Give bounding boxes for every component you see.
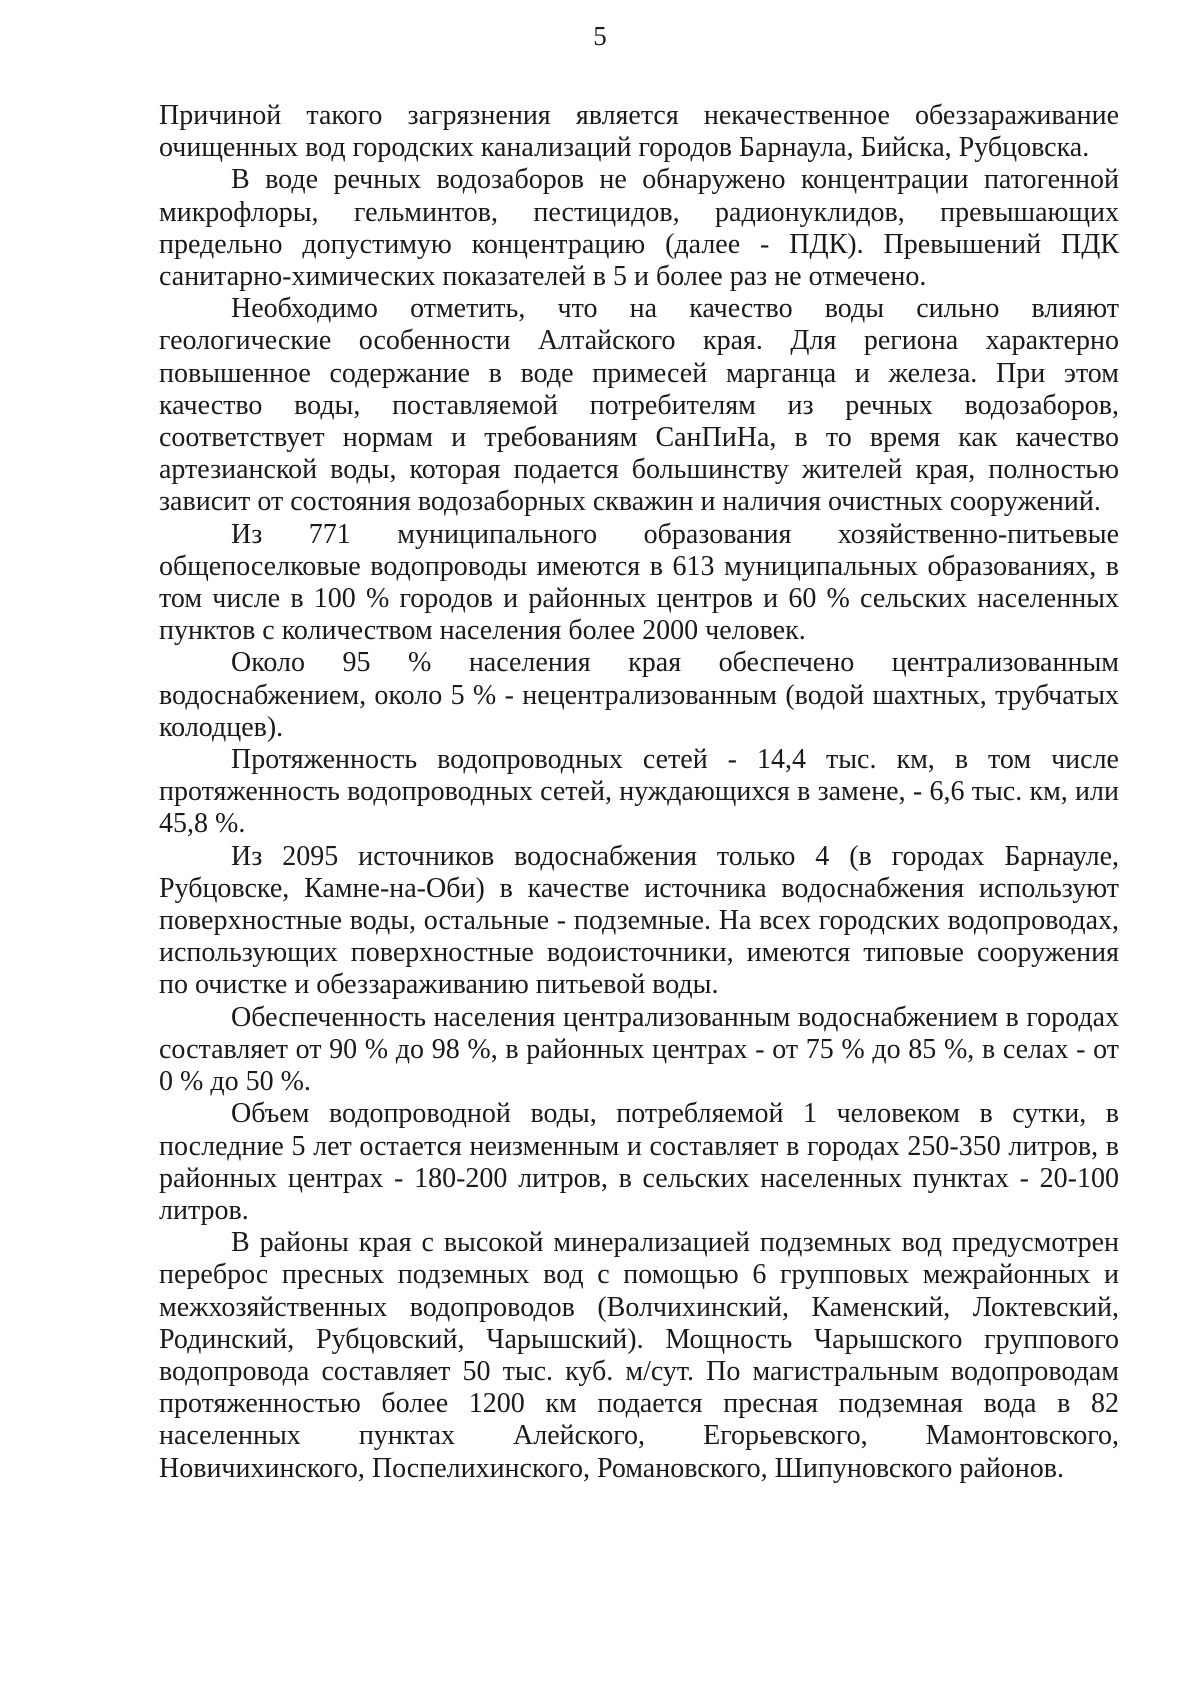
paragraph-group-pipelines: В районы края с высокой минерализацией подземных вод предусмотрен переброс пресных подземных вод с помощью 6 групповых межрайонных и межхозяйственных водопроводов (Волчихинский, Каменский, Локтевский, Родинский, Рубцовский, Чарышский). Мощность Чарышского группового водопровода составляет 50 тыс. куб. м/сут. По магистральным водопроводам протяженностью более 1200 км подается пресная подземная вода в 82 населенных пунктах Алейского, Егорьевского, Мамонтовского, Новичихинского, Поспелихинского, Романовского, Шипуновского районов.: [159, 1227, 1119, 1484]
page-number: 5: [593, 21, 607, 51]
paragraph-consumption: Объем водопроводной воды, потребляемой 1 человеком в сутки, в последние 5 лет остается неизменным и составляет в городах 250-350 литров, в районных центрах - 180-200 литров, в сельских населенных пунктах - 20-100 литров.: [159, 1098, 1119, 1226]
paragraph-pollution-cause: Причиной такого загрязнения является некачественное обеззараживание очищенных вод городских канализаций городов Барнаула, Бийска, Рубцовска.: [159, 100, 1119, 164]
paragraph-network-length: Протяженность водопроводных сетей - 14,4 тыс. км, в том числе протяженность водопроводных сетей, нуждающихся в замене, - 6,6 тыс. км, или 45,8 %.: [159, 744, 1119, 840]
paragraph-centralized-supply: Около 95 % населения края обеспечено централизованным водоснабжением, около 5 % - нецентрализованным (водой шахтных, трубчатых колодцев).: [159, 647, 1119, 743]
paragraph-supply-coverage: Обеспеченность населения централизованным водоснабжением в городах составляет от 90 % до 98 %, в районных центрах - от 75 % до 85 %, в селах - от 0 % до 50 %.: [159, 1001, 1119, 1098]
paragraph-water-pipelines: Из 771 муниципального образования хозяйственно-питьевые общепоселковые водопроводы имеются в 613 муниципальных образованиях, в том числе в 100 % городов и районных центров и 60 % сельских населенных пунктов с количеством населения более 2000 человек.: [159, 518, 1119, 647]
document-body: [159, 100, 1119, 1485]
paragraph-water-sources: Из 2095 источников водоснабжения только 4 (в городах Барнауле, Рубцовске, Камне-на-Оби) в качестве источника водоснабжения используют поверхностные воды, остальные - подземные. На всех городских водопроводах, использующих поверхностные водоисточники, имеются типовые сооружения по очистке и обеззараживанию питьевой воды.: [159, 840, 1119, 1001]
paragraph-river-intakes: В воде речных водозаборов не обнаружено концентрации патогенной микрофлоры, гельминтов, пестицидов, радионуклидов, превышающих предельно допустимую концентрацию (далее - ПДК). Превышений ПДК санитарно-химических показателей в 5 и более раз не отмечено.: [159, 164, 1119, 293]
paragraph-geology: Необходимо отметить, что на качество воды сильно влияют геологические особенности Алтайского края. Для региона характерно повышенное содержание в воде примесей марганца и железа. При этом качество воды, поставляемой потребителям из речных водозаборов, соответствует нормам и требованиям СанПиНа, в то время как качество артезианской воды, которая подается большинству жителей края, полностью зависит от состояния водозаборных скважин и наличия очистных сооружений.: [159, 293, 1119, 518]
